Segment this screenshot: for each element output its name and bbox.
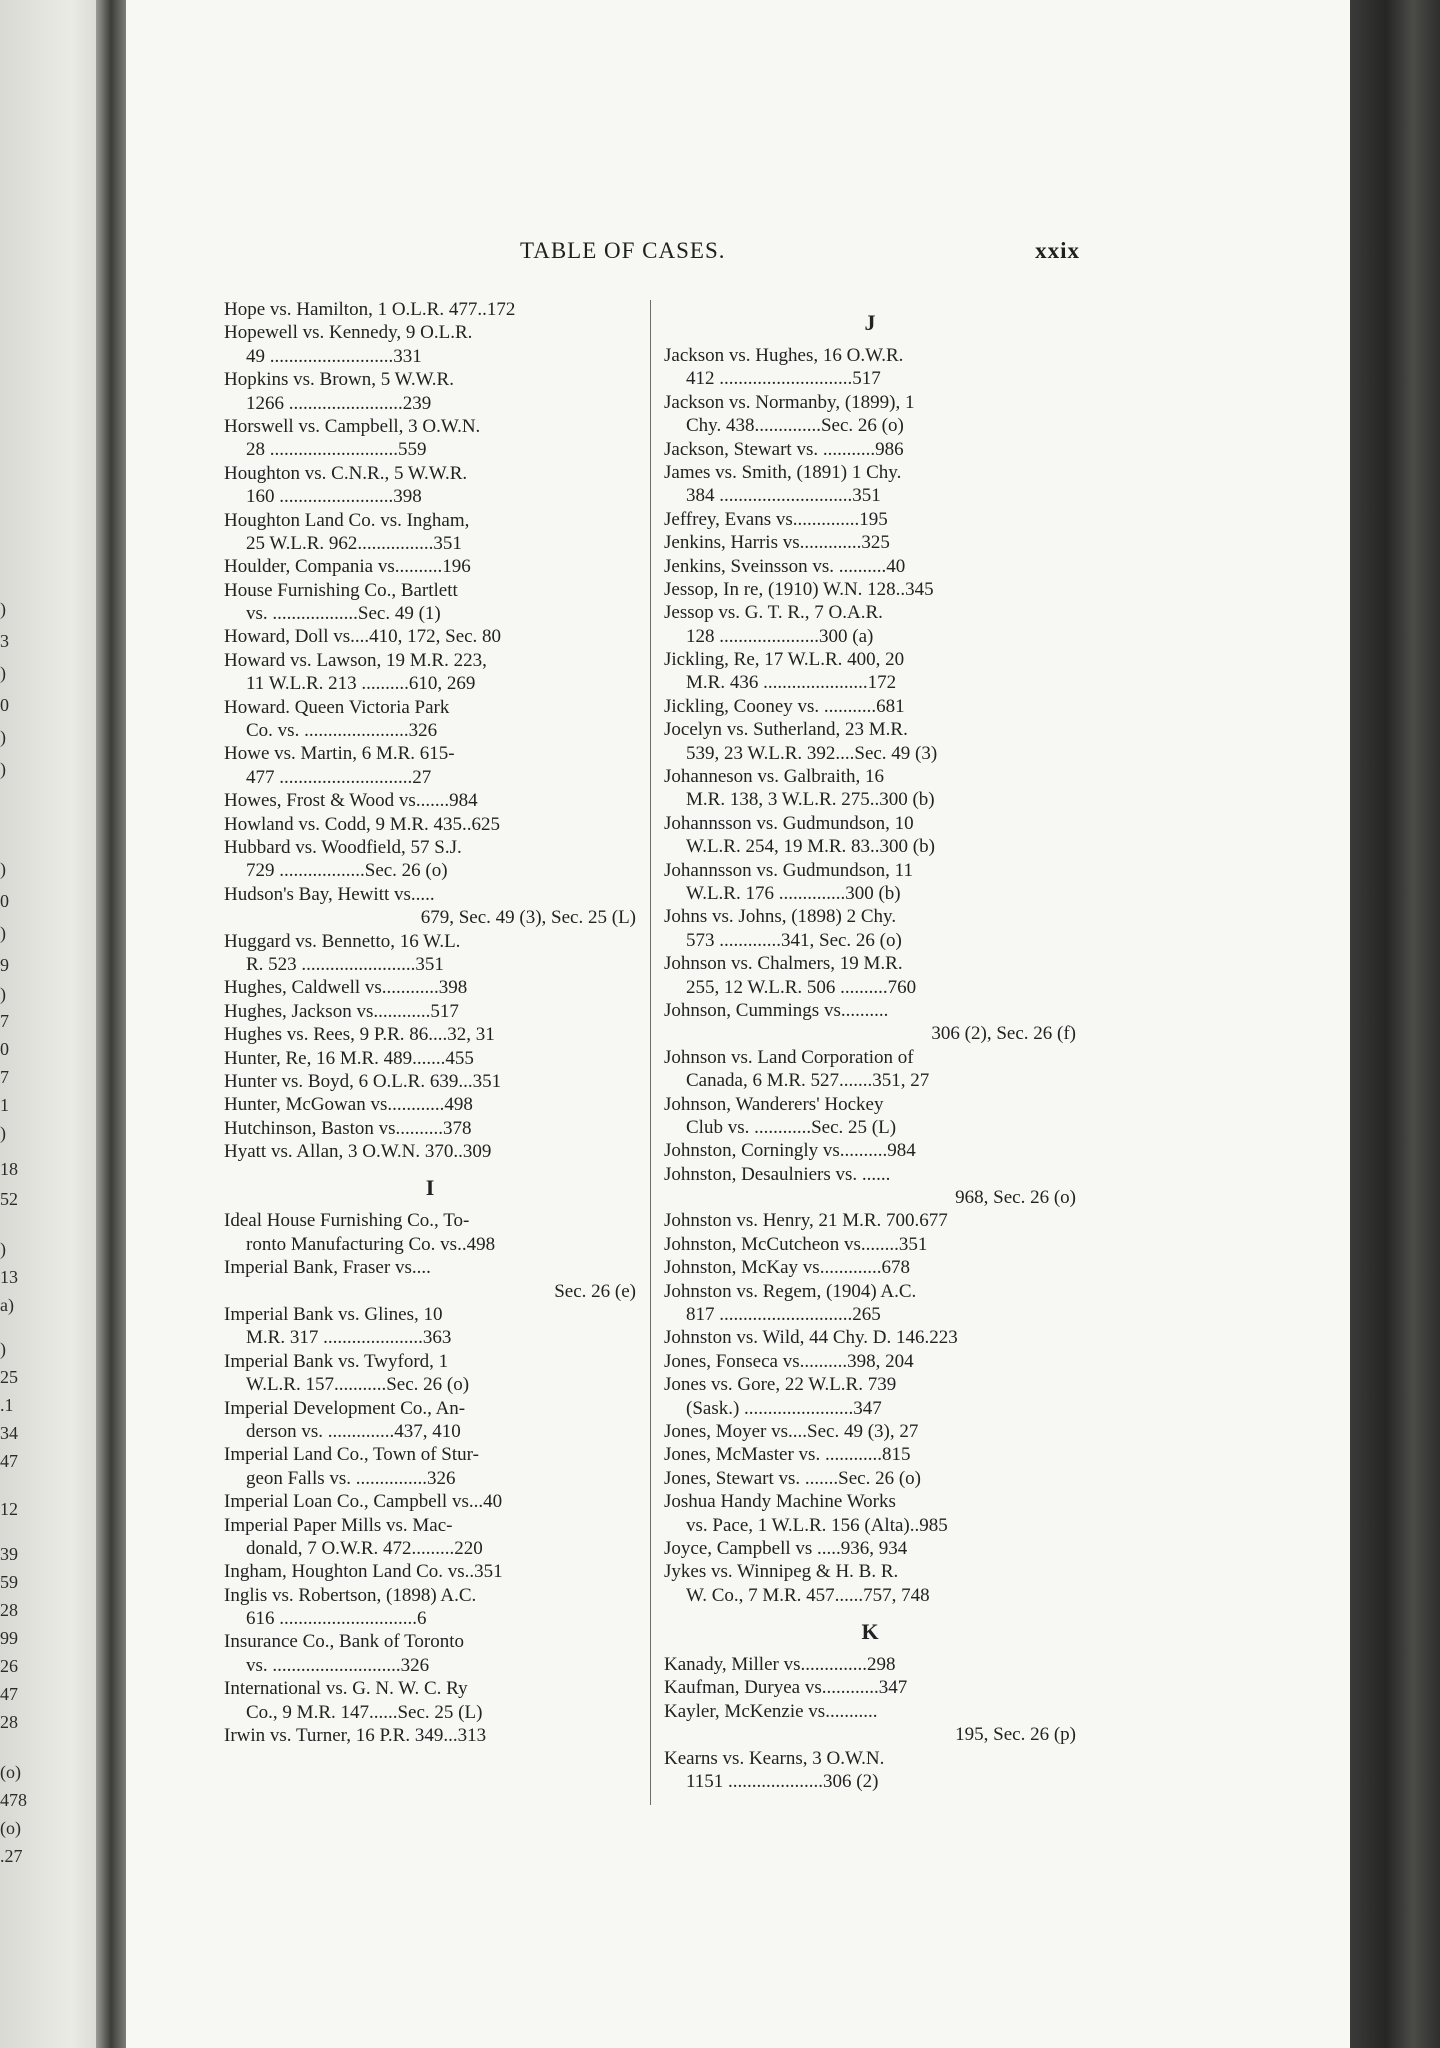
index-entry: James vs. Smith, (1891) 1 Chy. xyxy=(664,461,902,483)
index-entry-continuation: M.R. 317 .....................363 xyxy=(246,1327,452,1349)
index-entry: Johnson vs. Land Corporation of xyxy=(664,1046,914,1068)
facing-page-fragment: 9 xyxy=(0,955,9,975)
index-entry: Imperial Land Co., Town of Stur- xyxy=(224,1444,479,1466)
index-entry-continuation: Sec. 26 (e) xyxy=(554,1280,636,1302)
section-letter: J xyxy=(864,310,876,335)
facing-page-fragment: 28 xyxy=(0,1600,18,1620)
facing-page-fragment: ) xyxy=(0,599,6,619)
index-entry: Johnston vs. Henry, 21 M.R. 700.677 xyxy=(664,1210,948,1232)
facing-page-fragment: (o) xyxy=(0,1818,21,1838)
index-entry: Imperial Development Co., An- xyxy=(224,1397,466,1419)
index-entry-continuation: vs. ...........................326 xyxy=(246,1654,430,1676)
index-entry-continuation: 679, Sec. 49 (3), Sec. 25 (L) xyxy=(420,907,636,929)
index-entry-continuation: Club vs. ............Sec. 25 (L) xyxy=(686,1116,897,1138)
facing-page-fragment: ) xyxy=(0,663,6,683)
facing-page-fragment: ) xyxy=(0,1123,6,1143)
facing-page-fragment: 12 xyxy=(0,1499,18,1519)
index-entry: Johanneson vs. Galbraith, 16 xyxy=(664,766,885,788)
index-entry: Jones vs. Gore, 22 W.L.R. 739 xyxy=(664,1374,897,1396)
index-entry: Johannsson vs. Gudmundson, 11 xyxy=(664,859,913,881)
facing-page-fragment: ) xyxy=(0,984,6,1004)
index-entry: Jessop vs. G. T. R., 7 O.A.R. xyxy=(664,602,883,624)
index-entry: Howland vs. Codd, 9 M.R. 435..625 xyxy=(224,813,501,835)
index-entry: Houghton vs. C.N.R., 5 W.W.R. xyxy=(224,462,468,484)
index-entry-continuation: 1266 ........................239 xyxy=(246,392,432,414)
index-entry-continuation: 306 (2), Sec. 26 (f) xyxy=(931,1023,1076,1045)
index-entry: Howes, Frost & Wood vs.......984 xyxy=(224,790,478,812)
facing-page-fragment: ) xyxy=(0,1239,6,1259)
index-entry: Jones, McMaster vs. ............815 xyxy=(664,1444,911,1466)
index-entry-continuation: R. 523 ........................351 xyxy=(246,953,444,975)
index-entry: Johnson, Cummings vs.......... xyxy=(664,999,889,1021)
index-entry-continuation: 477 ............................27 xyxy=(246,766,432,788)
index-entry: Johannsson vs. Gudmundson, 10 xyxy=(664,812,914,834)
index-entry-continuation: Co. vs. ......................326 xyxy=(246,720,438,742)
index-entry: Imperial Bank vs. Twyford, 1 xyxy=(224,1350,449,1372)
facing-page-fragment: 26 xyxy=(0,1656,18,1676)
index-entry: House Furnishing Co., Bartlett xyxy=(224,579,458,601)
facing-page-fragment: 25 xyxy=(0,1367,18,1387)
facing-page-fragment: 34 xyxy=(0,1423,18,1443)
index-entry: Imperial Loan Co., Campbell vs...40 xyxy=(224,1491,503,1513)
index-entry: Joyce, Campbell vs .....936, 934 xyxy=(664,1537,908,1559)
facing-page-fragment: .27 xyxy=(0,1846,23,1866)
index-entry: Jykes vs. Winnipeg & H. B. R. xyxy=(664,1561,899,1583)
running-head-title: TABLE OF CASES. xyxy=(520,238,726,263)
index-entry: Jickling, Re, 17 W.L.R. 400, 20 xyxy=(664,649,905,671)
index-entry: Hunter, Re, 16 M.R. 489.......455 xyxy=(224,1047,474,1069)
facing-page-fragment: 3 xyxy=(0,631,9,651)
index-entry: Jocelyn vs. Sutherland, 23 M.R. xyxy=(664,719,908,741)
index-entry: Hunter, McGowan vs............498 xyxy=(224,1094,473,1116)
index-entry-continuation: 616 .............................6 xyxy=(246,1608,427,1630)
facing-page-fragment: ) xyxy=(0,759,6,779)
index-entry: Kayler, McKenzie vs........... xyxy=(664,1700,878,1722)
index-entry: Hyatt vs. Allan, 3 O.W.N. 370..309 xyxy=(224,1141,492,1163)
index-entry-continuation: 195, Sec. 26 (p) xyxy=(955,1724,1076,1746)
facing-page-fragment: 0 xyxy=(0,891,9,911)
index-entry: Johnson, Wanderers' Hockey xyxy=(664,1093,884,1115)
index-entry: Imperial Paper Mills vs. Mac- xyxy=(224,1514,453,1536)
index-entry: Johnston, McKay vs.............678 xyxy=(664,1257,910,1279)
index-entry: Howard, Doll vs....410, 172, Sec. 80 xyxy=(224,626,502,648)
facing-page-fragment: 47 xyxy=(0,1451,18,1471)
column-divider xyxy=(650,300,651,1805)
facing-page-fragment: 59 xyxy=(0,1572,18,1592)
index-entry-continuation: 817 ............................265 xyxy=(686,1304,881,1326)
index-entry-continuation: W.L.R. 254, 19 M.R. 83..300 (b) xyxy=(686,836,935,858)
index-entry-continuation: W. Co., 7 M.R. 457......757, 748 xyxy=(686,1584,930,1606)
index-entry-continuation: 11 W.L.R. 213 ..........610, 269 xyxy=(246,673,476,695)
index-entry: Insurance Co., Bank of Toronto xyxy=(224,1631,464,1653)
book-cover-edge xyxy=(1350,0,1440,2048)
running-head xyxy=(520,238,1080,270)
index-entry: Johnston, Corningly vs..........984 xyxy=(664,1140,916,1162)
facing-page-fragment: 13 xyxy=(0,1267,18,1287)
index-entry: Joshua Handy Machine Works xyxy=(664,1491,896,1513)
index-entry: Howard. Queen Victoria Park xyxy=(224,696,450,718)
facing-page-fragment: 0 xyxy=(0,695,9,715)
index-entry-continuation: M.R. 138, 3 W.L.R. 275..300 (b) xyxy=(686,789,935,811)
index-entry: Irwin vs. Turner, 16 P.R. 349...313 xyxy=(224,1725,487,1747)
index-entry: Inglis vs. Robertson, (1898) A.C. xyxy=(224,1584,477,1606)
index-entry: Hopkins vs. Brown, 5 W.W.R. xyxy=(224,369,454,391)
index-entry-continuation: 573 .............341, Sec. 26 (o) xyxy=(686,929,902,951)
facing-page-fragment: a) xyxy=(0,1295,14,1315)
index-column-left xyxy=(224,298,636,1747)
index-entry: Kaufman, Duryea vs............347 xyxy=(664,1677,908,1699)
index-entry-continuation: 412 ............................517 xyxy=(686,368,881,390)
facing-page-fragment: 99 xyxy=(0,1628,18,1648)
index-entry-continuation: 968, Sec. 26 (o) xyxy=(955,1187,1076,1209)
index-entry: Johnson vs. Chalmers, 19 M.R. xyxy=(664,953,903,975)
index-entry-continuation: ronto Manufacturing Co. vs..498 xyxy=(246,1233,496,1255)
facing-page-fragment: 7 xyxy=(0,1067,9,1087)
index-entry: Jackson vs. Normanby, (1899), 1 xyxy=(664,391,915,413)
facing-page-fragment: 28 xyxy=(0,1712,18,1732)
index-entry: Johns vs. Johns, (1898) 2 Chy. xyxy=(664,906,897,928)
facing-page-fragment: (o) xyxy=(0,1762,21,1782)
facing-page-fragment: 1 xyxy=(0,1095,9,1115)
index-entry: Hughes, Caldwell vs............398 xyxy=(224,977,468,999)
index-entry-continuation: 539, 23 W.L.R. 392....Sec. 49 (3) xyxy=(686,742,938,764)
index-entry: Kanady, Miller vs..............298 xyxy=(664,1654,896,1676)
index-entry: Houghton Land Co. vs. Ingham, xyxy=(224,509,470,531)
index-entry-continuation: 1151 ....................306 (2) xyxy=(686,1771,879,1793)
index-entry: Horswell vs. Campbell, 3 O.W.N. xyxy=(224,415,481,437)
index-entry-continuation: 49 ..........................331 xyxy=(246,345,422,367)
facing-page-fragment: ) xyxy=(0,1339,6,1359)
index-entry-continuation: vs. Pace, 1 W.L.R. 156 (Alta)..985 xyxy=(686,1514,948,1536)
index-entry: Johnston vs. Regem, (1904) A.C. xyxy=(664,1280,917,1302)
facing-page-fragment: .1 xyxy=(0,1395,14,1415)
index-entry: Imperial Bank vs. Glines, 10 xyxy=(224,1304,443,1326)
facing-page-fragment: 18 xyxy=(0,1159,18,1179)
index-entry-continuation: (Sask.) .......................347 xyxy=(686,1397,882,1419)
index-entry: Johnston, McCutcheon vs........351 xyxy=(664,1233,928,1255)
facing-page-fragments xyxy=(0,0,27,2048)
index-entry: Jeffrey, Evans vs..............195 xyxy=(664,508,888,530)
index-entry-continuation: W.L.R. 176 ..............300 (b) xyxy=(686,882,901,904)
index-entry: Howe vs. Martin, 6 M.R. 615- xyxy=(224,743,455,765)
index-entry-continuation: 384 ............................351 xyxy=(686,485,881,507)
index-entry: Jenkins, Sveinsson vs. ..........40 xyxy=(664,555,906,577)
index-entry-continuation: 128 .....................300 (a) xyxy=(686,625,874,647)
index-entry: Hudson's Bay, Hewitt vs..... xyxy=(224,883,435,905)
index-entry-continuation: donald, 7 O.W.R. 472.........220 xyxy=(246,1537,483,1559)
index-entry: Jones, Stewart vs. .......Sec. 26 (o) xyxy=(664,1467,921,1489)
index-entry-continuation: geon Falls vs. ...............326 xyxy=(246,1467,456,1489)
index-column-right xyxy=(664,298,1076,1793)
index-entry: Johnston vs. Wild, 44 Chy. D. 146.223 xyxy=(664,1327,958,1349)
index-entry-continuation: 729 ..................Sec. 26 (o) xyxy=(246,860,448,882)
index-entry: Johnston, Desaulniers vs. ...... xyxy=(664,1163,891,1185)
index-entry: Howard vs. Lawson, 19 M.R. 223, xyxy=(224,649,487,671)
section-letter: K xyxy=(861,1619,879,1645)
index-entry: Kearns vs. Kearns, 3 O.W.N. xyxy=(664,1747,885,1769)
index-entry: Hopewell vs. Kennedy, 9 O.L.R. xyxy=(224,322,473,344)
index-entry-continuation: M.R. 436 ......................172 xyxy=(686,672,897,694)
index-entry: International vs. G. N. W. C. Ry xyxy=(224,1678,468,1700)
facing-page-fragment: ) xyxy=(0,923,6,943)
facing-page-fragment: 478 xyxy=(0,1790,27,1810)
facing-page-fragment: 47 xyxy=(0,1684,18,1704)
index-entry: Hunter vs. Boyd, 6 O.L.R. 639...351 xyxy=(224,1070,502,1092)
book-gutter xyxy=(96,0,126,2048)
index-entry-continuation: Canada, 6 M.R. 527.......351, 27 xyxy=(686,1070,930,1092)
facing-page-fragment: 7 xyxy=(0,1011,9,1031)
page-number: xxix xyxy=(1035,238,1080,263)
index-entry: Ideal House Furnishing Co., To- xyxy=(224,1210,470,1232)
index-entry-continuation: 25 W.L.R. 962................351 xyxy=(246,532,462,554)
index-entry: Hutchinson, Baston vs..........378 xyxy=(224,1117,472,1139)
index-entry: Hubbard vs. Woodfield, 57 S.J. xyxy=(224,836,462,858)
index-entry: Jones, Moyer vs....Sec. 49 (3), 27 xyxy=(664,1420,919,1442)
index-entry: Jackson, Stewart vs. ...........986 xyxy=(664,438,904,460)
index-entry: Jones, Fonseca vs..........398, 204 xyxy=(664,1350,914,1372)
index-entry-continuation: derson vs. ..............437, 410 xyxy=(246,1420,461,1442)
facing-page-fragment: 52 xyxy=(0,1189,18,1209)
facing-page-fragment: 39 xyxy=(0,1544,18,1564)
index-entry-continuation: Chy. 438..............Sec. 26 (o) xyxy=(686,415,904,437)
index-entry-continuation: Co., 9 M.R. 147......Sec. 25 (L) xyxy=(246,1701,483,1723)
index-entry-continuation: W.L.R. 157...........Sec. 26 (o) xyxy=(246,1374,470,1396)
index-entry: Hope vs. Hamilton, 1 O.L.R. 477..172 xyxy=(224,299,516,320)
index-entry: Jickling, Cooney vs. ...........681 xyxy=(664,695,905,717)
index-entry: Huggard vs. Bennetto, 16 W.L. xyxy=(224,930,461,952)
index-entry: Hughes, Jackson vs............517 xyxy=(224,1000,459,1022)
index-entry: Jessop, In re, (1910) W.N. 128..345 xyxy=(664,578,934,600)
index-entry-continuation: 160 ........................398 xyxy=(246,486,422,508)
index-entry: Imperial Bank, Fraser vs.... xyxy=(224,1257,431,1279)
index-entry: Jackson vs. Hughes, 16 O.W.R. xyxy=(664,345,904,366)
index-entry-continuation: 28 ...........................559 xyxy=(246,439,427,461)
index-entry: Ingham, Houghton Land Co. vs..351 xyxy=(224,1561,503,1583)
index-entry: Houlder, Compania vs..........196 xyxy=(224,556,471,578)
section-letter: I xyxy=(425,1175,435,1201)
index-entry: Hughes vs. Rees, 9 P.R. 86....32, 31 xyxy=(224,1024,495,1046)
index-entry-continuation: vs. ..................Sec. 49 (1) xyxy=(246,603,441,625)
index-entry-continuation: 255, 12 W.L.R. 506 ..........760 xyxy=(686,976,917,998)
facing-page-fragment: 0 xyxy=(0,1039,9,1059)
facing-page-fragment: ) xyxy=(0,727,6,747)
index-entry: Jenkins, Harris vs.............325 xyxy=(664,532,890,554)
facing-page-fragment: ) xyxy=(0,859,6,879)
